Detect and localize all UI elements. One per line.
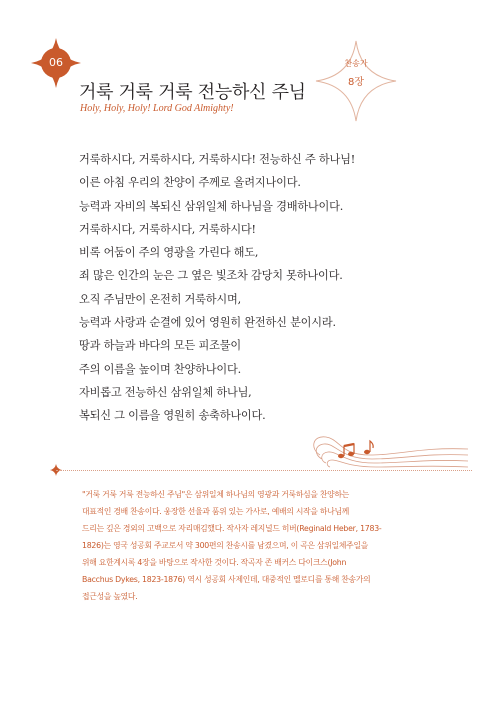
page-title: 거룩 거룩 거룩 전능하신 주님 [79,82,306,103]
description-line: 드리는 깊은 경외의 고백으로 자리매김했다. 작사자 레지널드 히버(Reginald Heber, 1783- [82,524,382,533]
lyric-line: 이른 아침 우리의 찬양이 주께로 올려지나이다. [79,176,301,190]
lyric-line: 비록 어둠이 주의 영광을 가린다 해도, [79,246,259,260]
lyrics-block [79,148,399,428]
section-divider [56,470,472,472]
lyric-line: 자비롭고 전능하신 삼위일체 하나님, [79,385,252,399]
description-line: 1826)는 영국 성공회 주교로서 약 300편의 찬송시를 남겼으며, 이 곡은 삼위일체주일을 [82,541,369,550]
lyric-line: 오직 주님만이 온전히 거룩하시며, [79,292,241,306]
lyric-line: 복되신 그 이름을 영원히 송축하나이다. [79,409,266,423]
description-line: Bacchus Dykes, 1823-1876) 역시 성공회 사제인데, 대중적인 멜로디를 통해 찬송가의 [82,575,371,584]
hymn-number: 8장 [347,77,365,88]
hymn-label: 찬송가 [344,59,368,68]
lyric-line: 능력과 자비의 복되신 삼위일체 하나님을 경배하나이다. [79,199,344,213]
description-line: 접근성을 높였다. [82,592,138,601]
description-line: 대표적인 경배 찬송이다. 웅장한 선율과 품위 있는 가사로, 예배의 시작을 하나님께 [82,507,350,516]
lyric-line: 거룩하시다, 거룩하시다, 거룩하시다! [79,222,256,236]
chapter-number: 06 [49,56,63,69]
lyric-line: 땅과 하늘과 바다의 모든 피조물이 [79,339,241,353]
music-notes-swirl-icon [300,425,470,475]
lyric-line: 거룩하시다, 거룩하시다, 거룩하시다! 전능하신 주 하나님! [79,153,356,166]
description-line: 위해 요한계시록 4장을 바탕으로 작사한 것이다. 작곡자 존 배커스 다이크스(John [82,558,347,567]
hymn-number-sticker [315,40,397,122]
lyric-line: 죄 많은 인간의 눈은 그 옆은 빛조차 감당치 못하나이다. [79,269,343,283]
lyric-line: 능력과 사랑과 순결에 있어 영원히 완전하신 분이시라. [79,316,336,330]
chapter-badge [30,37,82,89]
description-line: "거룩 거룩 거룩 전능하신 주님"은 삼위일체 하나님의 영광과 거룩하심을 찬양하는 [82,490,350,499]
lyric-line: 주의 이름을 높이며 찬양하나이다. [79,362,241,376]
english-subtitle: Holy, Holy, Holy! Lord God Almighty! [80,103,234,114]
hymn-description [82,486,470,605]
